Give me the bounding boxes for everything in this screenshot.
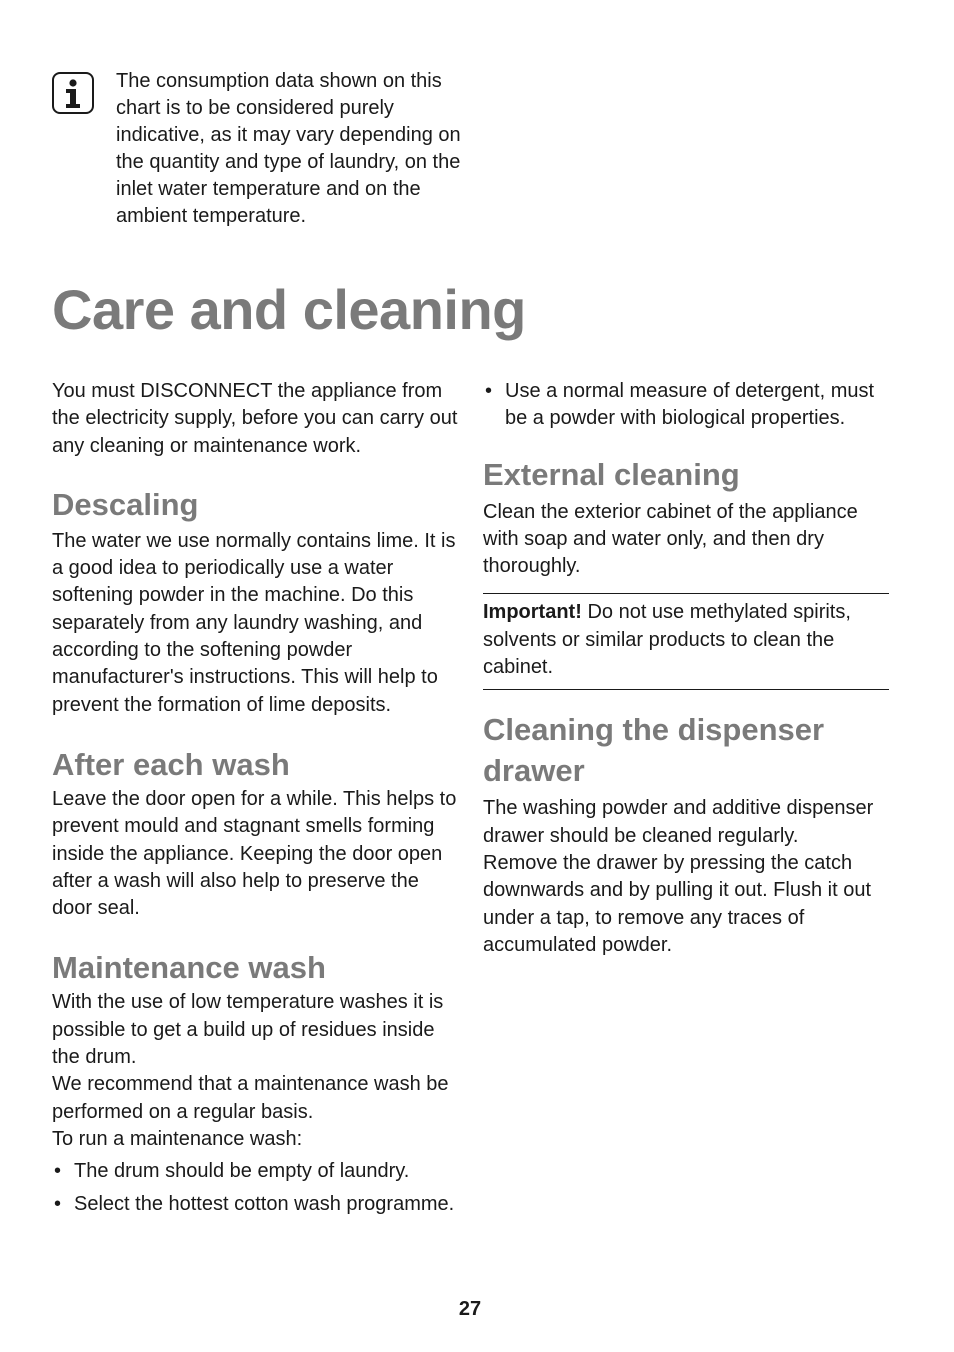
maintenance-text-2: We recommend that a maintenance wash be performed on a regular basis.: [52, 1073, 449, 1123]
descaling-heading: Descaling: [52, 486, 199, 522]
important-body: Do not use methylated spirits, solvents or similar products to clean the cabinet.: [483, 601, 851, 679]
list-item: • Select the hottest cotton wash programme.: [52, 1191, 462, 1218]
important-label: Important!: [483, 601, 582, 624]
info-icon: [52, 72, 94, 114]
maintenance-steps-continued: [483, 378, 889, 433]
after-wash-heading: After each wash: [52, 746, 290, 782]
maintenance-heading: Maintenance wash: [52, 950, 326, 986]
list-item: • The drum should be empty of laundry.: [52, 1158, 462, 1185]
dispenser-text-2: Remove the drawer by pressing the catch downwards and by pulling it out. Flush it out under a tap, to remove any traces of accumulated powder.: [483, 851, 871, 956]
maintenance-text-3: To run a maintenance wash:: [52, 1127, 303, 1150]
consumption-note: The consumption data shown on this chart is to be considered purely indicative, as it may vary depending on the quantity and type of laundry, on the inlet water temperature and on the ambient temperature.: [116, 70, 461, 227]
important-text: [483, 599, 889, 681]
maintenance-text-1: With the use of low temperature washes it is possible to get a build up of residues inside the drum.: [52, 991, 444, 1069]
intro-text: You must DISCONNECT the appliance from the electricity supply, before you can carry out any cleaning or maintenance work.: [52, 380, 458, 457]
descaling-text: The water we use normally contains lime. It is a good idea to periodically use a water softening powder in the machine. Do this separately from any laundry washing, and according to the softening powder manufacturer's instructions. This will help to prevent the formation of lime deposits.: [52, 529, 456, 716]
dispenser-heading: Cleaning the dispenser drawer: [483, 712, 825, 789]
external-cleaning-heading: External cleaning: [483, 456, 740, 492]
important-notice: [483, 593, 889, 690]
page-number: 27: [458, 1298, 482, 1320]
right-column: [483, 378, 889, 959]
page-title: Care and cleaning: [52, 278, 526, 341]
dispenser-text-1: The washing powder and additive dispenser drawer should be cleaned regularly.: [483, 797, 874, 847]
external-cleaning-text: Clean the exterior cabinet of the appliance with soap and water only, and then dry thoroughly.: [483, 500, 858, 578]
maintenance-steps: [52, 1158, 462, 1218]
left-column: [52, 378, 462, 1218]
after-wash-text: Leave the door open for a while. This helps to prevent mould and stagnant smells forming inside the appliance. Keeping the door open after a wash will also help to preserve the door seal.: [52, 787, 457, 920]
list-item: • Use a normal measure of detergent, must be a powder with biological properties.: [483, 378, 889, 433]
